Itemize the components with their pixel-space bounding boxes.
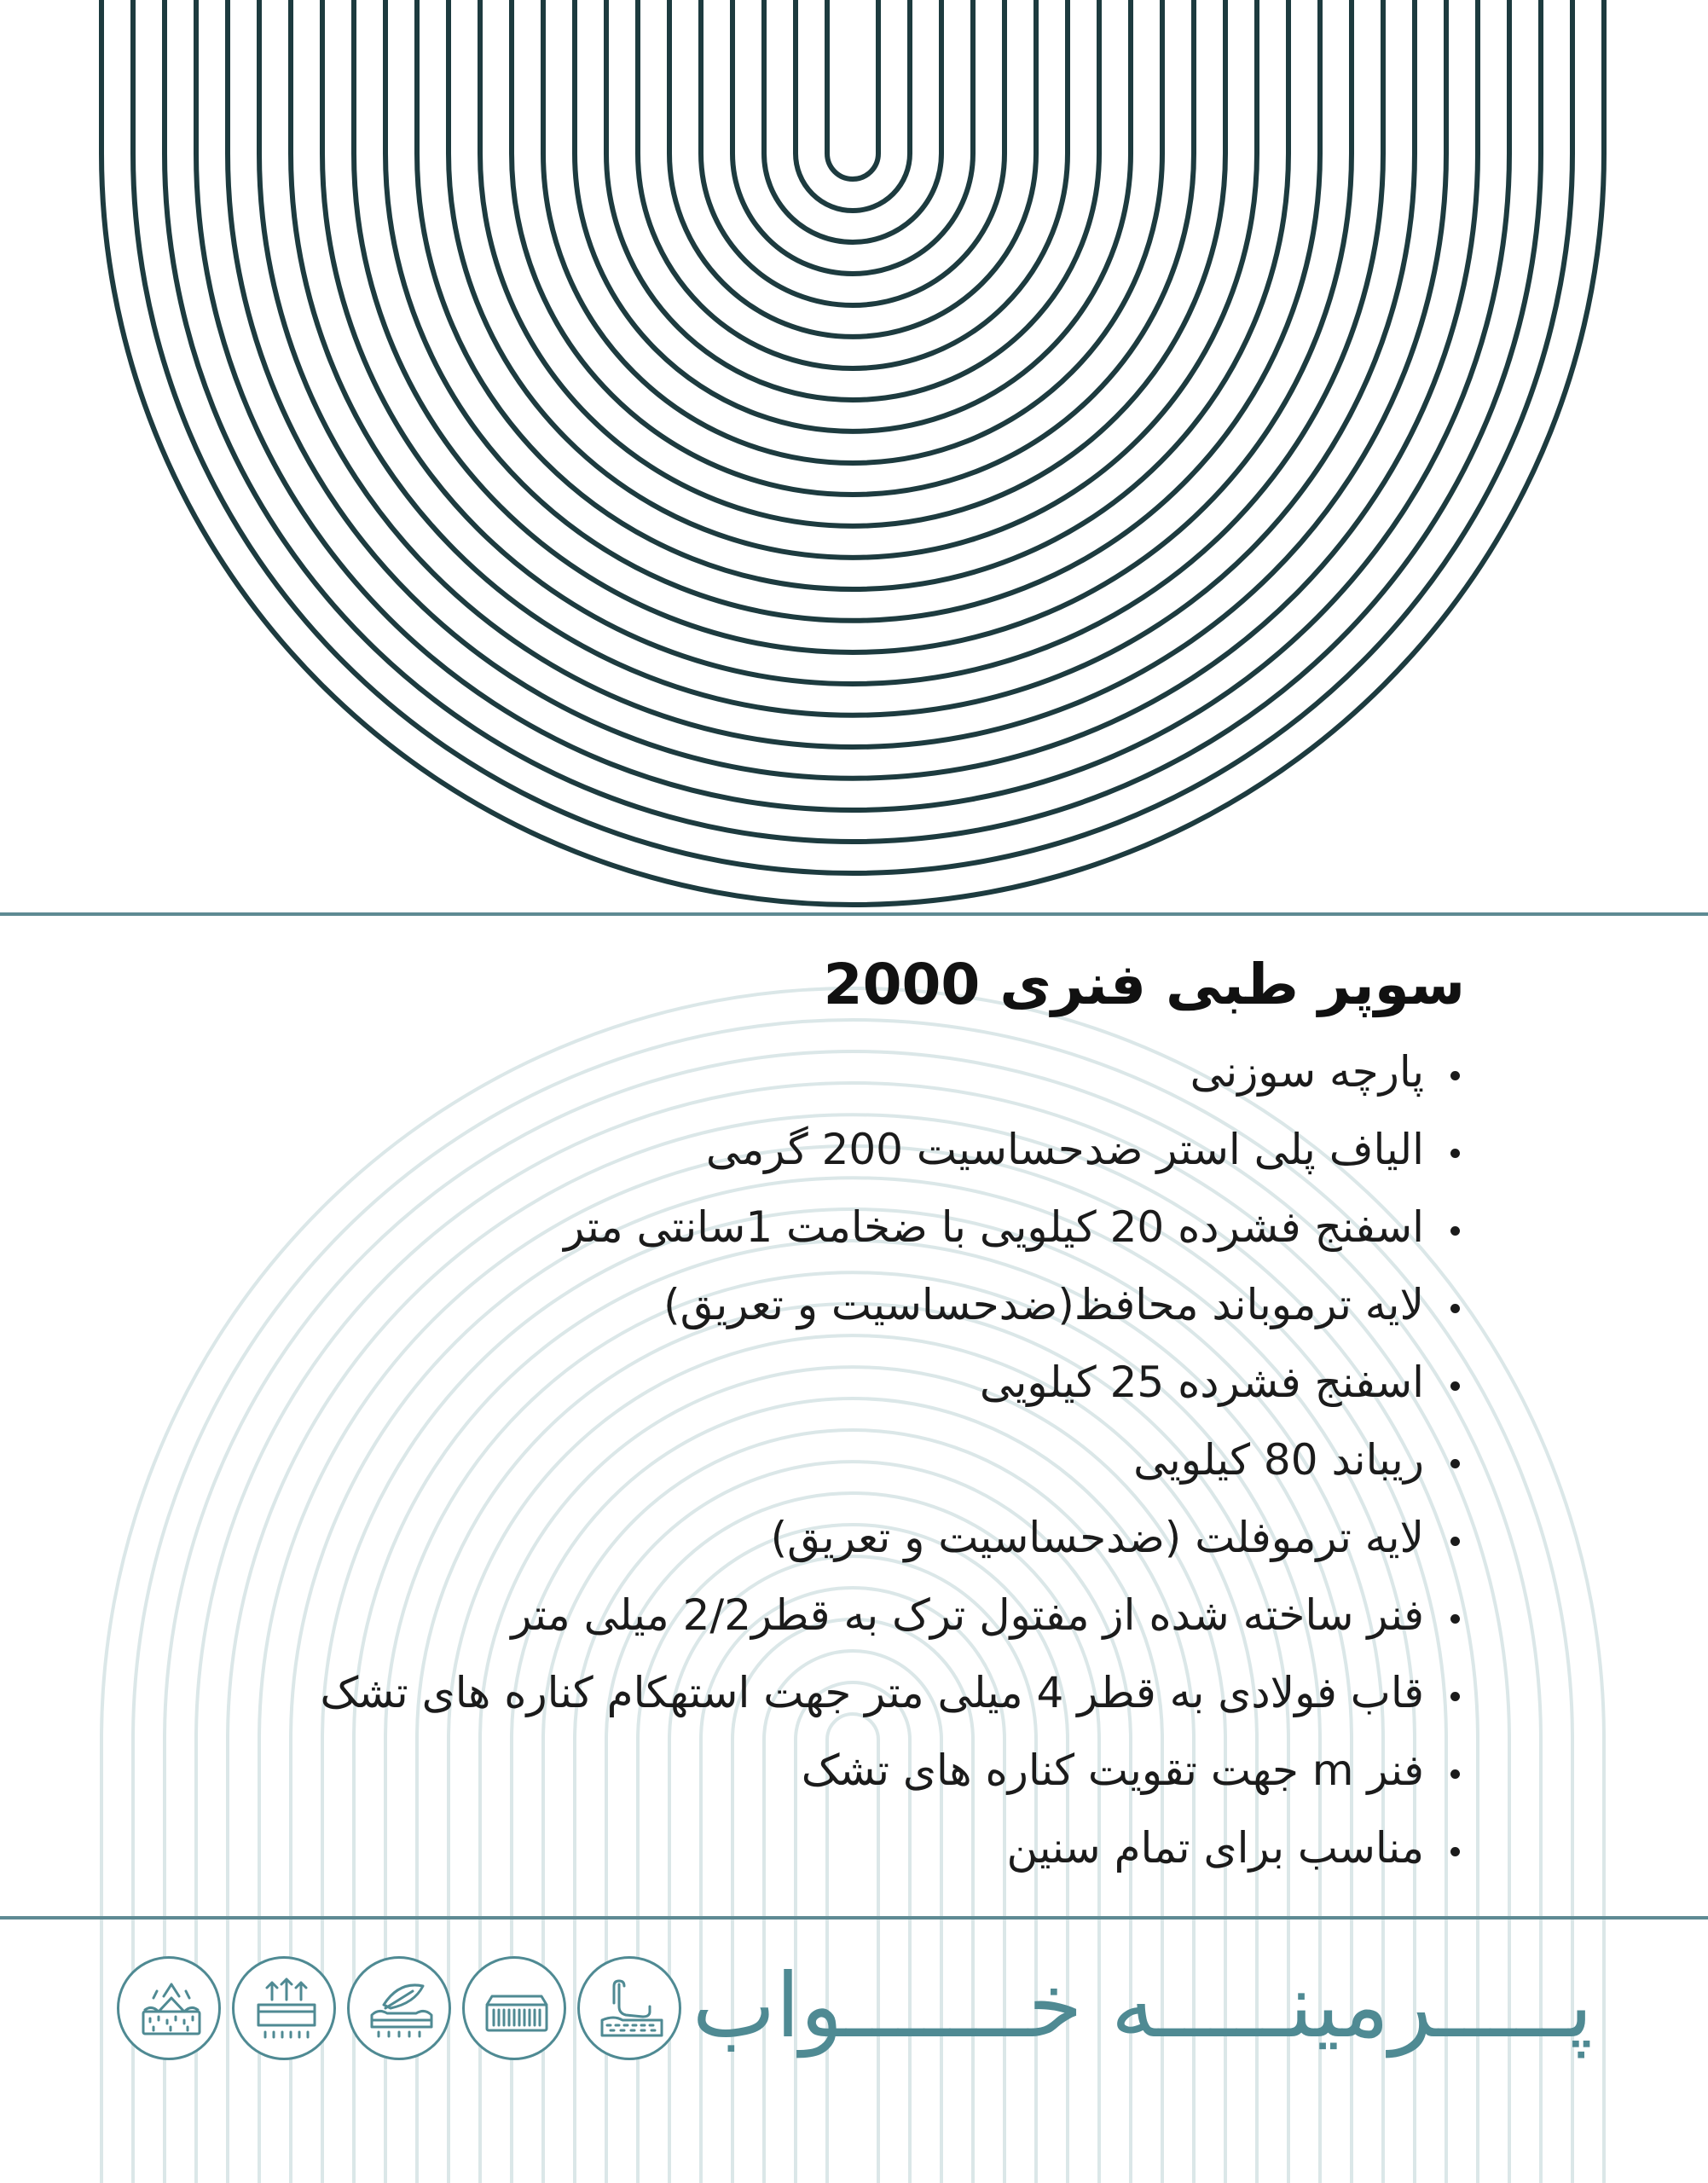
feature-panel [101, 951, 1465, 1887]
water-resistant-icon [117, 1956, 221, 2060]
breathable-airflow-icon [232, 1956, 336, 2060]
decorative-arc [196, 0, 1509, 810]
feature-item: قاب فولادی به قطر 4 میلی متر جهت استهکام کناره های تشک [101, 1654, 1465, 1732]
feature-item: لایه ترموباند محافظ(ضدحساسیت و تعریق) [101, 1266, 1465, 1344]
decorative-arc [417, 0, 1288, 589]
feature-item: فنر m جهت تقویت کناره های تشک [101, 1732, 1465, 1810]
decorative-arc [827, 0, 878, 179]
decorative-arc [259, 0, 1446, 747]
soft-feather-icon [347, 1956, 451, 2060]
feature-item: ریباند 80 کیلویی [101, 1422, 1465, 1499]
brand-logotype: پـــــرمینـــــه خـــــــواب [692, 1954, 1593, 2058]
decorative-arc [732, 0, 973, 274]
feature-item: پارچه سوزنی [101, 1034, 1465, 1111]
decorative-arc [291, 0, 1415, 715]
decorative-arc [480, 0, 1225, 526]
feature-item: فنر ساخته شده از مفتول ترک به قطر2/2 میلی متر [101, 1577, 1465, 1654]
feature-list [101, 1034, 1465, 1887]
bottom-divider [0, 1916, 1708, 1920]
decorative-arc [701, 0, 1005, 305]
decorative-arc [764, 0, 941, 242]
product-title: سوپر طبی فنری 2000 [823, 952, 1465, 1017]
concentric-arcs-decoration [101, 0, 1604, 905]
feature-item: الیاف پلی استر ضدحساسیت 200 گرمی [101, 1111, 1465, 1189]
decorative-arc [606, 0, 1099, 400]
feature-item: مناسب برای تمام سنین [101, 1810, 1465, 1887]
feature-item: اسفنج فشرده 25 کیلویی [101, 1344, 1465, 1422]
decorative-arc [669, 0, 1036, 337]
top-divider [0, 912, 1708, 916]
decorative-arc [512, 0, 1194, 495]
decorative-arc [101, 0, 1604, 905]
mattress-spring-icon [462, 1956, 566, 2060]
hand-pressure-icon [577, 1956, 681, 2060]
decorative-arc [133, 0, 1572, 873]
feature-item: اسفنج فشرده 20 کیلویی با ضخامت 1سانتی متر [101, 1189, 1465, 1266]
feature-item: لایه ترموفلت (ضدحساسیت و تعریق) [101, 1499, 1465, 1577]
